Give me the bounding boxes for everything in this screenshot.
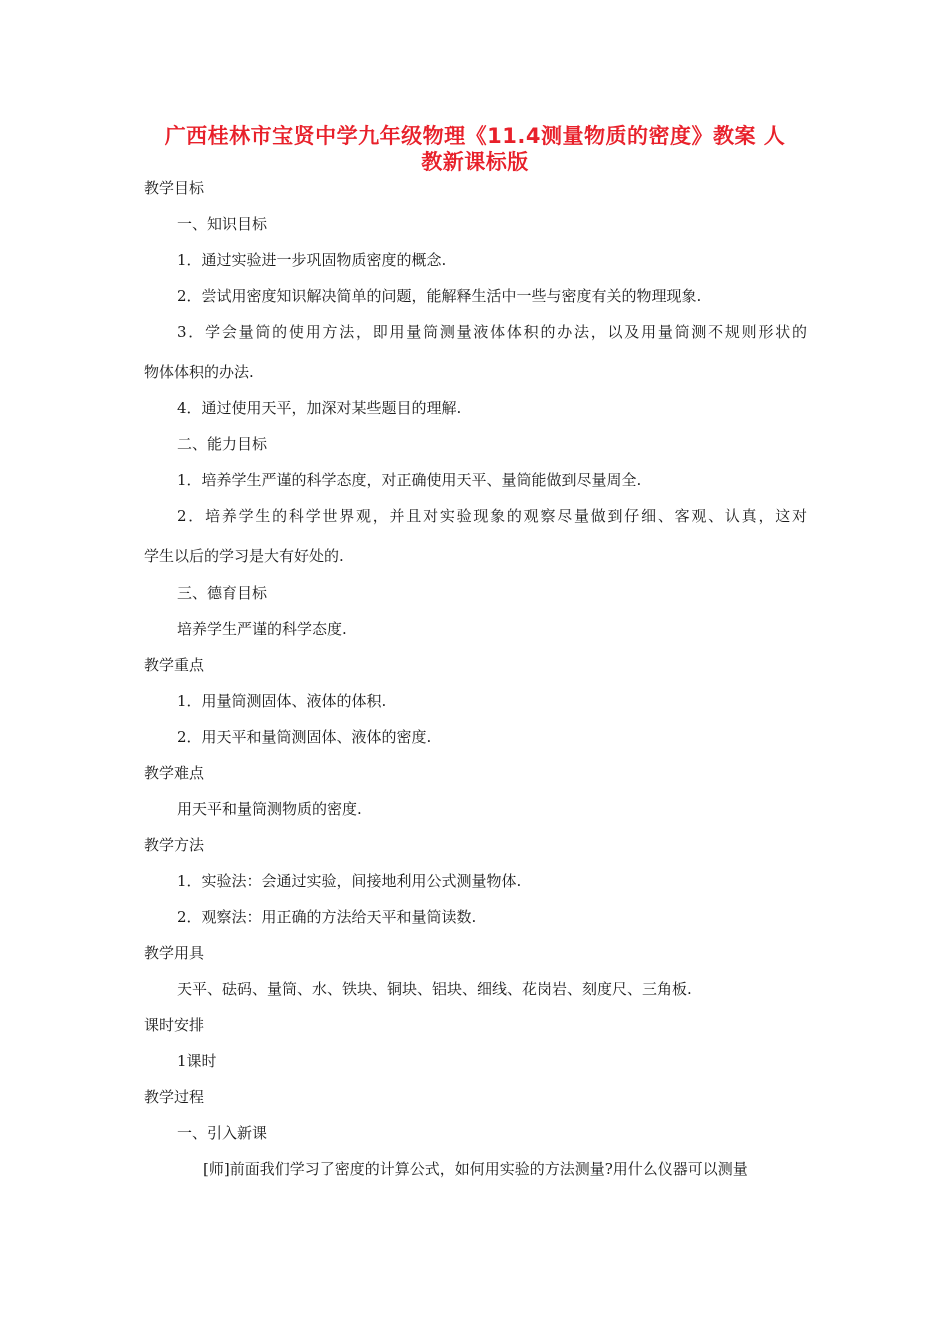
subheading-moral-goals: 三、德育目标	[177, 584, 268, 602]
paragraph: 2．观察法：用正确的方法给天平和量筒读数.	[177, 908, 477, 926]
document-title	[140, 123, 810, 175]
subheading-introduce-lesson: 一、引入新课	[177, 1124, 268, 1142]
paragraph: 天平、砝码、量筒、水、铁块、铜块、铝块、细线、花岗岩、刻度尺、三角板.	[177, 980, 692, 998]
paragraph: 1课时	[177, 1052, 217, 1070]
heading-teaching-goals: 教学目标	[144, 179, 205, 197]
heading-teaching-tools: 教学用具	[144, 944, 205, 962]
heading-teaching-process: 教学过程	[144, 1088, 205, 1106]
paragraph: 3．学会量筒的使用方法，即用量筒测量液体体积的办法，以及用量筒测不规则形状的	[177, 323, 807, 341]
subheading-ability-goals: 二、能力目标	[177, 435, 268, 453]
paragraph-continuation: 学生以后的学习是大有好处的.	[144, 547, 344, 565]
paragraph: 1．通过实验进一步巩固物质密度的概念.	[177, 251, 447, 269]
paragraph: 2．尝试用密度知识解决简单的问题，能解释生活中一些与密度有关的物理现象.	[177, 287, 702, 305]
heading-teaching-difficulty: 教学难点	[144, 764, 205, 782]
paragraph: 2．培养学生的科学世界观，并且对实验现象的观察尽量做到仔细、客观、认真，这对	[177, 507, 807, 525]
paragraph: 用天平和量筒测物质的密度.	[177, 800, 362, 818]
paragraph: 2．用天平和量筒测固体、液体的密度.	[177, 728, 432, 746]
paragraph: 1．实验法：会通过实验，间接地利用公式测量物体.	[177, 872, 522, 890]
heading-teaching-focus: 教学重点	[144, 656, 205, 674]
document-title-line-2: 教新课标版	[421, 150, 529, 174]
subheading-knowledge-goals: 一、知识目标	[177, 215, 268, 233]
heading-teaching-methods: 教学方法	[144, 836, 205, 854]
paragraph-continuation: 物体体积的办法.	[144, 363, 254, 381]
paragraph: 1．培养学生严谨的科学态度，对正确使用天平、量筒能做到尽量周全.	[177, 471, 642, 489]
document-title-line-1: 广西桂林市宝贤中学九年级物理《11.4测量物质的密度》教案 人	[164, 124, 786, 148]
paragraph: 4．通过使用天平，加深对某些题目的理解.	[177, 399, 462, 417]
paragraph: [师]前面我们学习了密度的计算公式，如何用实验的方法测量?用什么仪器可以测量	[203, 1160, 748, 1178]
heading-class-schedule: 课时安排	[144, 1016, 205, 1034]
paragraph: 1．用量筒测固体、液体的体积.	[177, 692, 387, 710]
paragraph: 培养学生严谨的科学态度.	[177, 620, 347, 638]
